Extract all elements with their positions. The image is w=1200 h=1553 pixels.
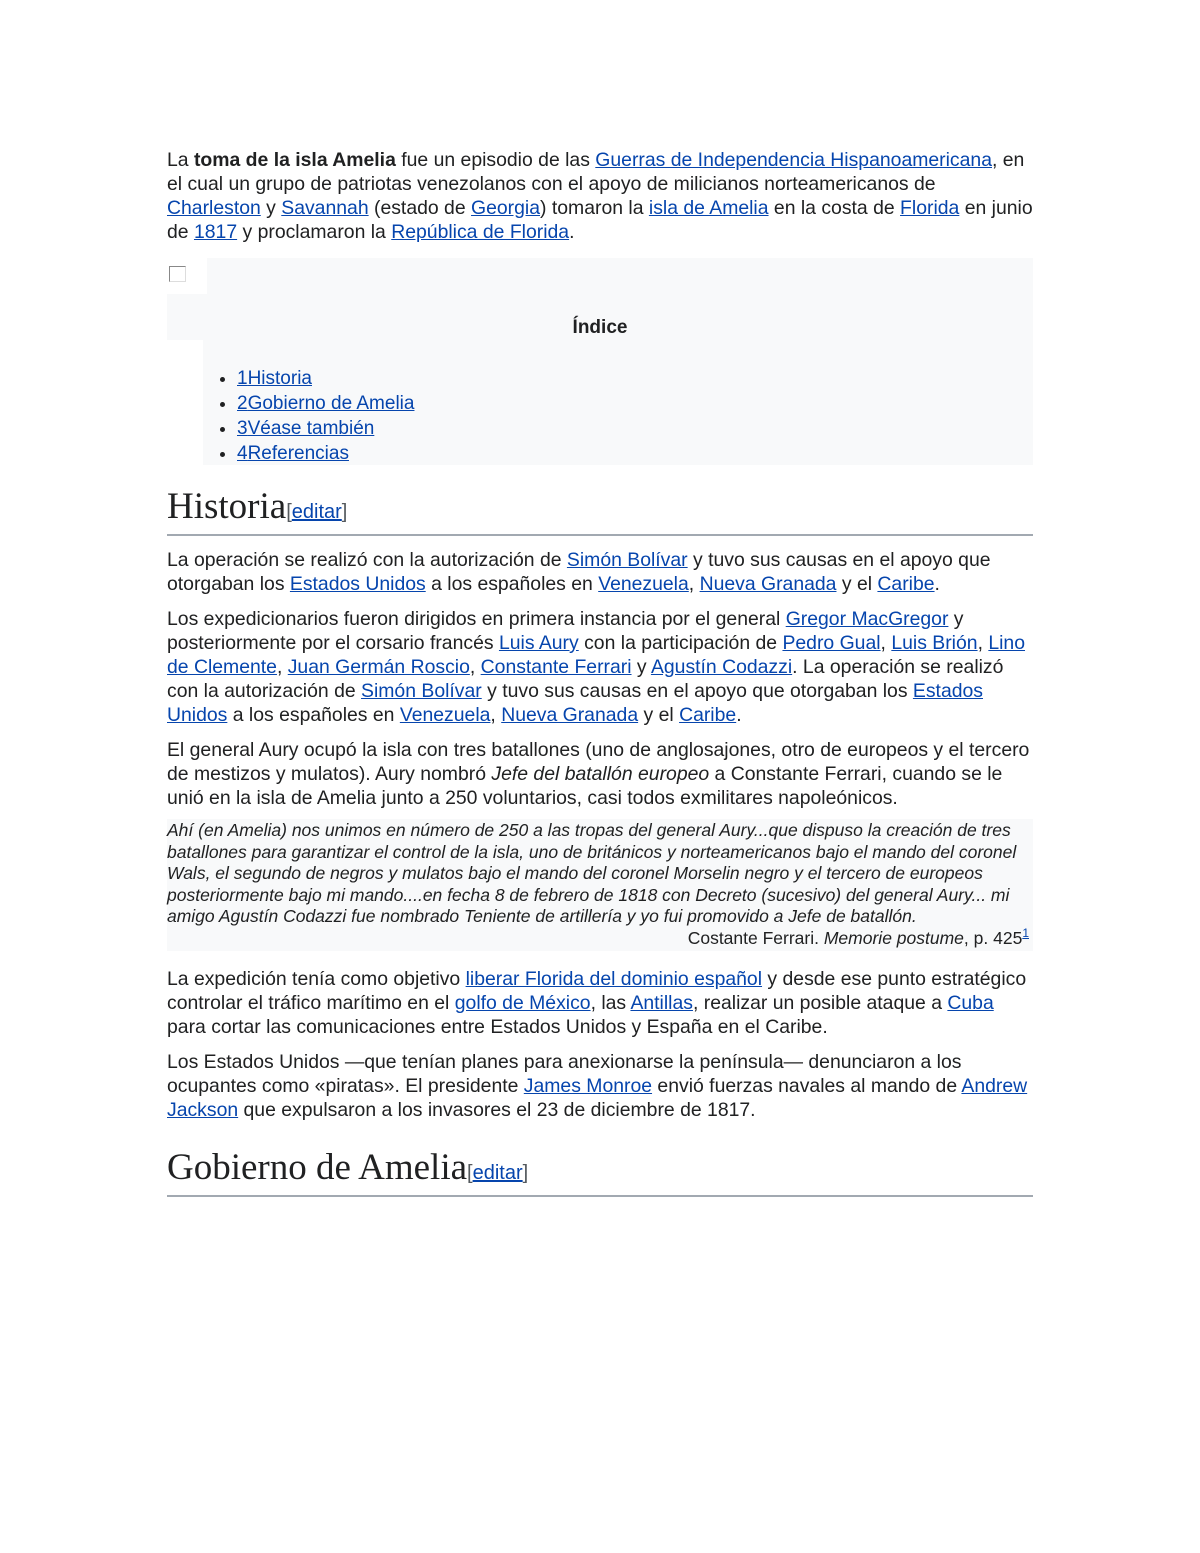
toc-number: 2 <box>237 393 248 414</box>
text: para cortar las comunicaciones entre Estados Unidos y España en el Caribe. <box>167 1016 828 1038</box>
text: y el <box>638 704 680 726</box>
intro-paragraph <box>167 148 1033 244</box>
text: y <box>631 656 651 678</box>
edit-section-link <box>286 501 347 523</box>
paragraph <box>167 607 1033 727</box>
article-body <box>167 148 1033 1209</box>
link-constante-ferrari[interactable]: Constante Ferrari <box>480 656 632 678</box>
edit-section-link <box>467 1162 528 1184</box>
link-golfo-mexico[interactable]: golfo de México <box>454 992 591 1014</box>
blockquote <box>167 819 1033 951</box>
toc-list <box>207 366 414 466</box>
text: y posteriormente por el corsario francés <box>167 608 964 654</box>
bracket: [ <box>467 1162 473 1184</box>
toc-item[interactable] <box>237 416 414 441</box>
text: . <box>934 573 940 595</box>
toc-item-referencias[interactable]: Referencias <box>247 443 349 464</box>
text: . <box>736 704 742 726</box>
intro-text: , en el cual un grupo de patriotas venezolanos con el apoyo de milicianos norteamericanos de <box>167 149 1025 195</box>
text: que expulsaron a los invasores el 23 de diciembre de 1817. <box>238 1099 756 1121</box>
text: y desde ese punto estratégico controlar el tráfico marítimo en el <box>167 968 1027 1014</box>
text: , las <box>590 992 631 1014</box>
heading-text: Historia <box>167 486 287 527</box>
text: a los españoles en <box>227 704 400 726</box>
cite-author: Costante Ferrari. <box>687 927 824 948</box>
toc-number: 1 <box>237 368 248 389</box>
text: con la participación de <box>578 632 783 654</box>
table-of-contents <box>167 258 1033 465</box>
toc-item-gobierno[interactable]: Gobierno de Amelia <box>247 393 415 414</box>
toc-number: 3 <box>237 418 248 439</box>
text: , <box>490 704 502 726</box>
link-pedro-gual[interactable]: Pedro Gual <box>782 632 881 654</box>
link-luis-brion[interactable]: Luis Brión <box>891 632 978 654</box>
quote-citation <box>167 925 1029 950</box>
text: La expedición tenía como objetivo <box>167 968 466 990</box>
paragraph <box>167 1050 1033 1122</box>
cite-page: , p. 425 <box>963 927 1023 948</box>
bracket: ] <box>341 501 348 523</box>
link-simon-bolivar[interactable]: Simón Bolívar <box>361 680 482 702</box>
link-venezuela[interactable]: Venezuela <box>598 573 689 595</box>
edit-link[interactable]: editar <box>291 501 342 523</box>
link-lino-de-clemente[interactable]: Lino de Clemente <box>167 632 1026 678</box>
link-isla-amelia[interactable]: isla de Amelia <box>648 197 769 219</box>
intro-text: (estado de <box>368 197 472 219</box>
link-estados-unidos[interactable]: Estados Unidos <box>167 680 983 726</box>
paragraph <box>167 548 1033 596</box>
toc-item[interactable] <box>237 366 414 391</box>
link-nueva-granada[interactable]: Nueva Granada <box>501 704 639 726</box>
toc-title: Índice <box>572 317 628 338</box>
link-1817[interactable]: 1817 <box>193 221 238 243</box>
bracket: ] <box>522 1162 529 1184</box>
edit-link[interactable]: editar <box>472 1162 523 1184</box>
cite-work: Memorie postume <box>823 927 964 948</box>
link-caribe[interactable]: Caribe <box>877 573 935 595</box>
intro-text: en junio de <box>167 197 1033 243</box>
text: , <box>469 656 481 678</box>
toc-item-vease[interactable]: Véase también <box>247 418 375 439</box>
text: y tuvo sus causas en el apoyo que otorgaban los <box>481 680 913 702</box>
intro-text: fue un episodio de las <box>395 149 596 171</box>
link-florida[interactable]: Florida <box>900 197 960 219</box>
bracket: [ <box>286 501 292 523</box>
link-juan-german-roscio[interactable]: Juan Germán Roscio <box>287 656 470 678</box>
link-luis-aury[interactable]: Luis Aury <box>498 632 579 654</box>
quote-text: Ahí (en Amelia) nos unimos en número de 250 a las tropas del general Aury...que dispuso la creación de tres batallones para garantizar el control de la isla, uno de británicos y norteamericanos bajo el mando del coronel Wals, el segundo de negros y mulatos bajo el mando del coronel Morselin negro y el tercero de europeos posteriormente bajo mi mando....en fecha 8 de febrero de 1818 con Decreto (sucesivo) del general Aury... mi amigo Agustín Codazzi fue nombrado Teniente de artillería y yo fui promovido a Jefe de batallón. <box>167 820 1017 926</box>
text: . La operación se realizó con la autorización de <box>167 656 1004 702</box>
text: envió fuerzas navales al mando de <box>652 1075 962 1097</box>
link-republica-florida[interactable]: República de Florida <box>391 221 570 243</box>
text: El general Aury ocupó la isla con tres batallones (uno de anglosajones, otro de europeos y el tercero de mestizos y mulatos). Aury nombró <box>167 739 1030 785</box>
link-charleston[interactable]: Charleston <box>167 197 261 219</box>
text: y el <box>836 573 878 595</box>
text: , realizar un posible ataque a <box>692 992 948 1014</box>
link-cuba[interactable]: Cuba <box>947 992 994 1014</box>
text: , <box>276 656 288 678</box>
link-antillas[interactable]: Antillas <box>630 992 693 1014</box>
toc-item-historia[interactable]: Historia <box>247 368 312 389</box>
heading-text: Gobierno de Amelia <box>167 1147 468 1188</box>
link-georgia[interactable]: Georgia <box>471 197 541 219</box>
reference-link[interactable]: 1 <box>1022 925 1029 940</box>
link-agustin-codazzi[interactable]: Agustín Codazzi <box>650 656 793 678</box>
intro-text: La <box>167 149 194 171</box>
text: Los expedicionarios fueron dirigidos en primera instancia por el general <box>167 608 786 630</box>
text: a los españoles en <box>425 573 599 595</box>
intro-text: en la costa de <box>768 197 901 219</box>
emphasis-text: Jefe del batallón europeo <box>491 763 710 785</box>
intro-text: y <box>260 197 282 219</box>
link-nueva-granada[interactable]: Nueva Granada <box>699 573 837 595</box>
section-heading-historia <box>167 487 1033 536</box>
link-estados-unidos[interactable]: Estados Unidos <box>289 573 426 595</box>
link-caribe[interactable]: Caribe <box>679 704 737 726</box>
toc-number: 4 <box>237 443 248 464</box>
toc-notch <box>167 340 203 465</box>
intro-text: ) tomaron la <box>540 197 649 219</box>
toc-item[interactable] <box>237 391 414 416</box>
text: La operación se realizó con la autorización de <box>167 549 567 571</box>
link-simon-bolivar[interactable]: Simón Bolívar <box>566 549 688 571</box>
intro-text: y proclamaron la <box>237 221 392 243</box>
text: y tuvo sus causas en el apoyo que otorgaban los <box>167 549 991 595</box>
article-subject: toma de la isla Amelia <box>193 149 396 171</box>
link-venezuela[interactable]: Venezuela <box>399 704 491 726</box>
link-gregor-macgregor[interactable]: Gregor MacGregor <box>785 608 949 630</box>
link-andrew-jackson[interactable]: Andrew Jackson <box>167 1075 1028 1121</box>
link-liberar-florida[interactable]: liberar Florida del dominio español <box>465 968 763 990</box>
link-james-monroe[interactable]: James Monroe <box>523 1075 653 1097</box>
link-savannah[interactable]: Savannah <box>281 197 369 219</box>
toc-toggle-checkbox[interactable] <box>169 266 186 282</box>
text: , <box>880 632 892 654</box>
text: , <box>977 632 989 654</box>
text: Los Estados Unidos —que tenían planes para anexionarse la península— denunciaron a los ocupantes como «piratas». El presidente <box>167 1051 962 1097</box>
intro-text: . <box>569 221 575 243</box>
text: a Constante Ferrari, cuando se le unió en la isla de Amelia junto a 250 voluntarios, casi todos exmilitares napoleónicos. <box>167 763 1003 809</box>
section-heading-gobierno <box>167 1148 1033 1197</box>
paragraph <box>167 738 1033 810</box>
paragraph <box>167 967 1033 1039</box>
text: , <box>688 573 700 595</box>
link-guerras-independencia[interactable]: Guerras de Independencia Hispanoamericana <box>595 149 992 171</box>
toc-item[interactable] <box>237 441 414 466</box>
